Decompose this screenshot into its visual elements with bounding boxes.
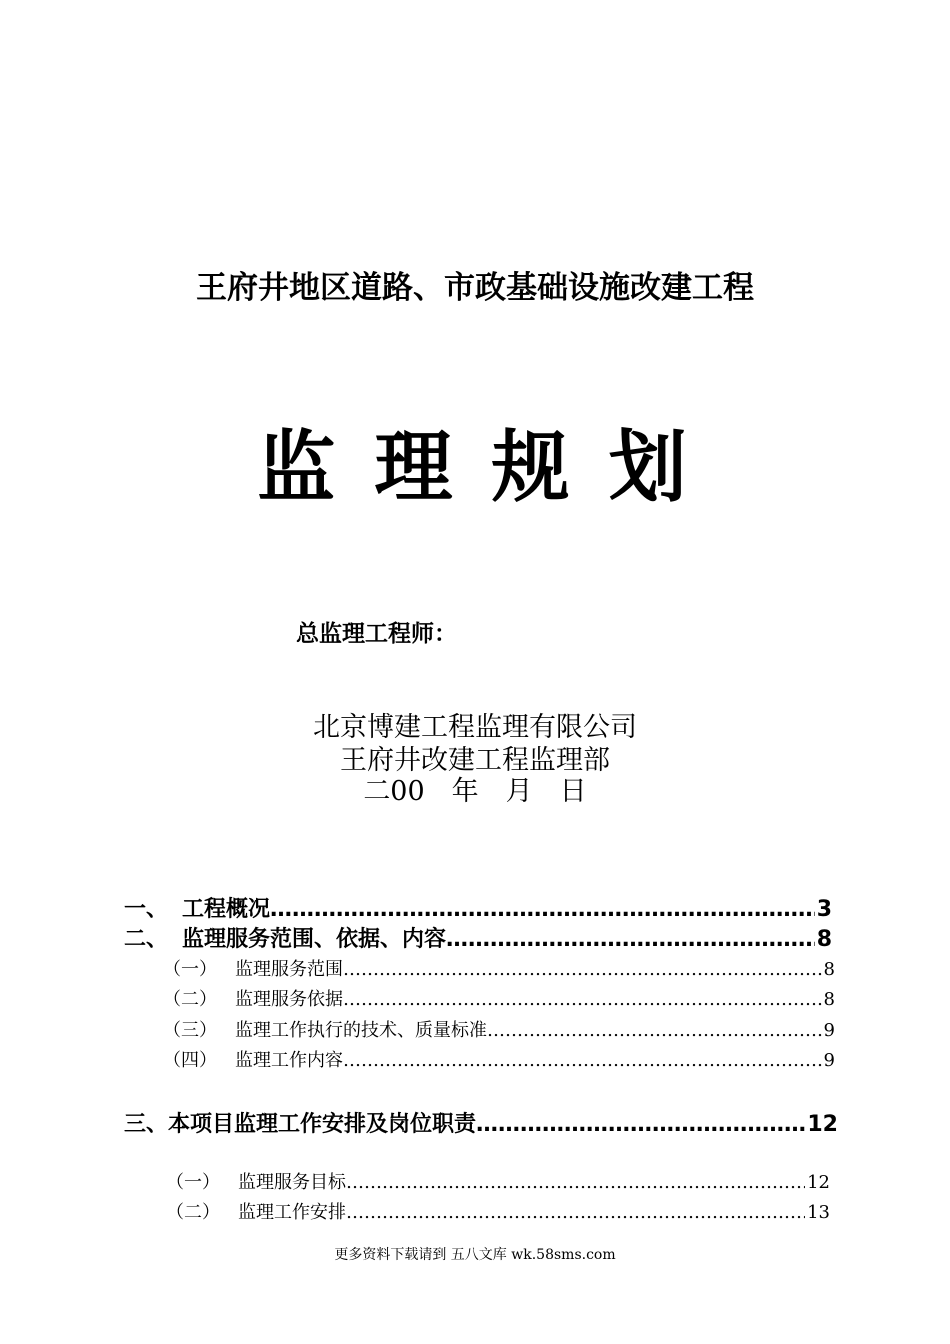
toc-entry[interactable] <box>124 922 832 953</box>
toc-number: （三） <box>163 1020 217 1041</box>
toc-entry[interactable] <box>163 985 835 1011</box>
toc-leader <box>487 1020 822 1041</box>
toc-entry[interactable] <box>124 1107 838 1138</box>
toc-page: 12 <box>807 1172 830 1193</box>
toc-leader <box>446 927 815 952</box>
toc-number: （二） <box>163 989 217 1010</box>
toc-label: 监理服务目标 <box>238 1172 346 1193</box>
toc-label: 监理服务依据 <box>235 989 343 1010</box>
document-main-title: 监 理 规 划 <box>257 423 693 513</box>
toc-number: （四） <box>163 1050 217 1071</box>
toc-entry[interactable] <box>166 1168 830 1194</box>
toc-number: 二、 <box>124 927 169 952</box>
toc-number: （二） <box>166 1202 220 1223</box>
toc-entry[interactable] <box>166 1198 830 1224</box>
toc-leader <box>343 1050 822 1071</box>
toc-page: 8 <box>823 989 835 1010</box>
toc-page: 9 <box>823 1050 835 1071</box>
toc-label: 监理工作执行的技术、质量标准 <box>235 1020 487 1041</box>
toc-page: 12 <box>807 1112 838 1137</box>
toc-leader <box>270 897 815 922</box>
toc-label: 监理工作安排 <box>238 1202 346 1223</box>
toc-number: 一、 <box>124 897 169 922</box>
toc-page: 8 <box>816 927 832 952</box>
toc-label: 工程概况 <box>182 897 271 922</box>
toc-leader <box>476 1112 805 1137</box>
department-name: 王府井改建工程监理部 <box>340 745 610 776</box>
toc-leader <box>343 959 822 980</box>
toc-page: 9 <box>823 1020 835 1041</box>
toc-number: （一） <box>163 959 217 980</box>
toc-entry[interactable] <box>163 1016 835 1042</box>
toc-label: 监理服务范围、依据、内容 <box>182 927 447 952</box>
footer-link[interactable]: 更多资料下载请到 五八文库 wk.58sms.com <box>334 1247 616 1263</box>
toc-label: 监理工作内容 <box>235 1050 343 1071</box>
toc-label: 本项目监理工作安排及岗位职责 <box>168 1112 477 1137</box>
date-line: 二00 年 月 日 <box>363 776 587 807</box>
toc-page: 13 <box>807 1202 830 1223</box>
toc-entry[interactable] <box>124 892 832 923</box>
toc-leader <box>346 1172 805 1193</box>
toc-entry[interactable] <box>163 1046 835 1072</box>
project-title: 王府井地区道路、市政基础设施改建工程 <box>196 270 754 306</box>
toc-number: （一） <box>166 1172 220 1193</box>
organization-name: 北京博建工程监理有限公司 <box>313 712 637 743</box>
toc-leader <box>346 1202 805 1223</box>
toc-label: 监理服务范围 <box>235 959 343 980</box>
toc-number: 三、 <box>124 1112 169 1137</box>
toc-page: 3 <box>816 897 832 922</box>
toc-entry[interactable] <box>163 955 835 981</box>
toc-page: 8 <box>823 959 835 980</box>
chief-engineer-label: 总监理工程师： <box>296 621 457 647</box>
toc-leader <box>343 989 822 1010</box>
